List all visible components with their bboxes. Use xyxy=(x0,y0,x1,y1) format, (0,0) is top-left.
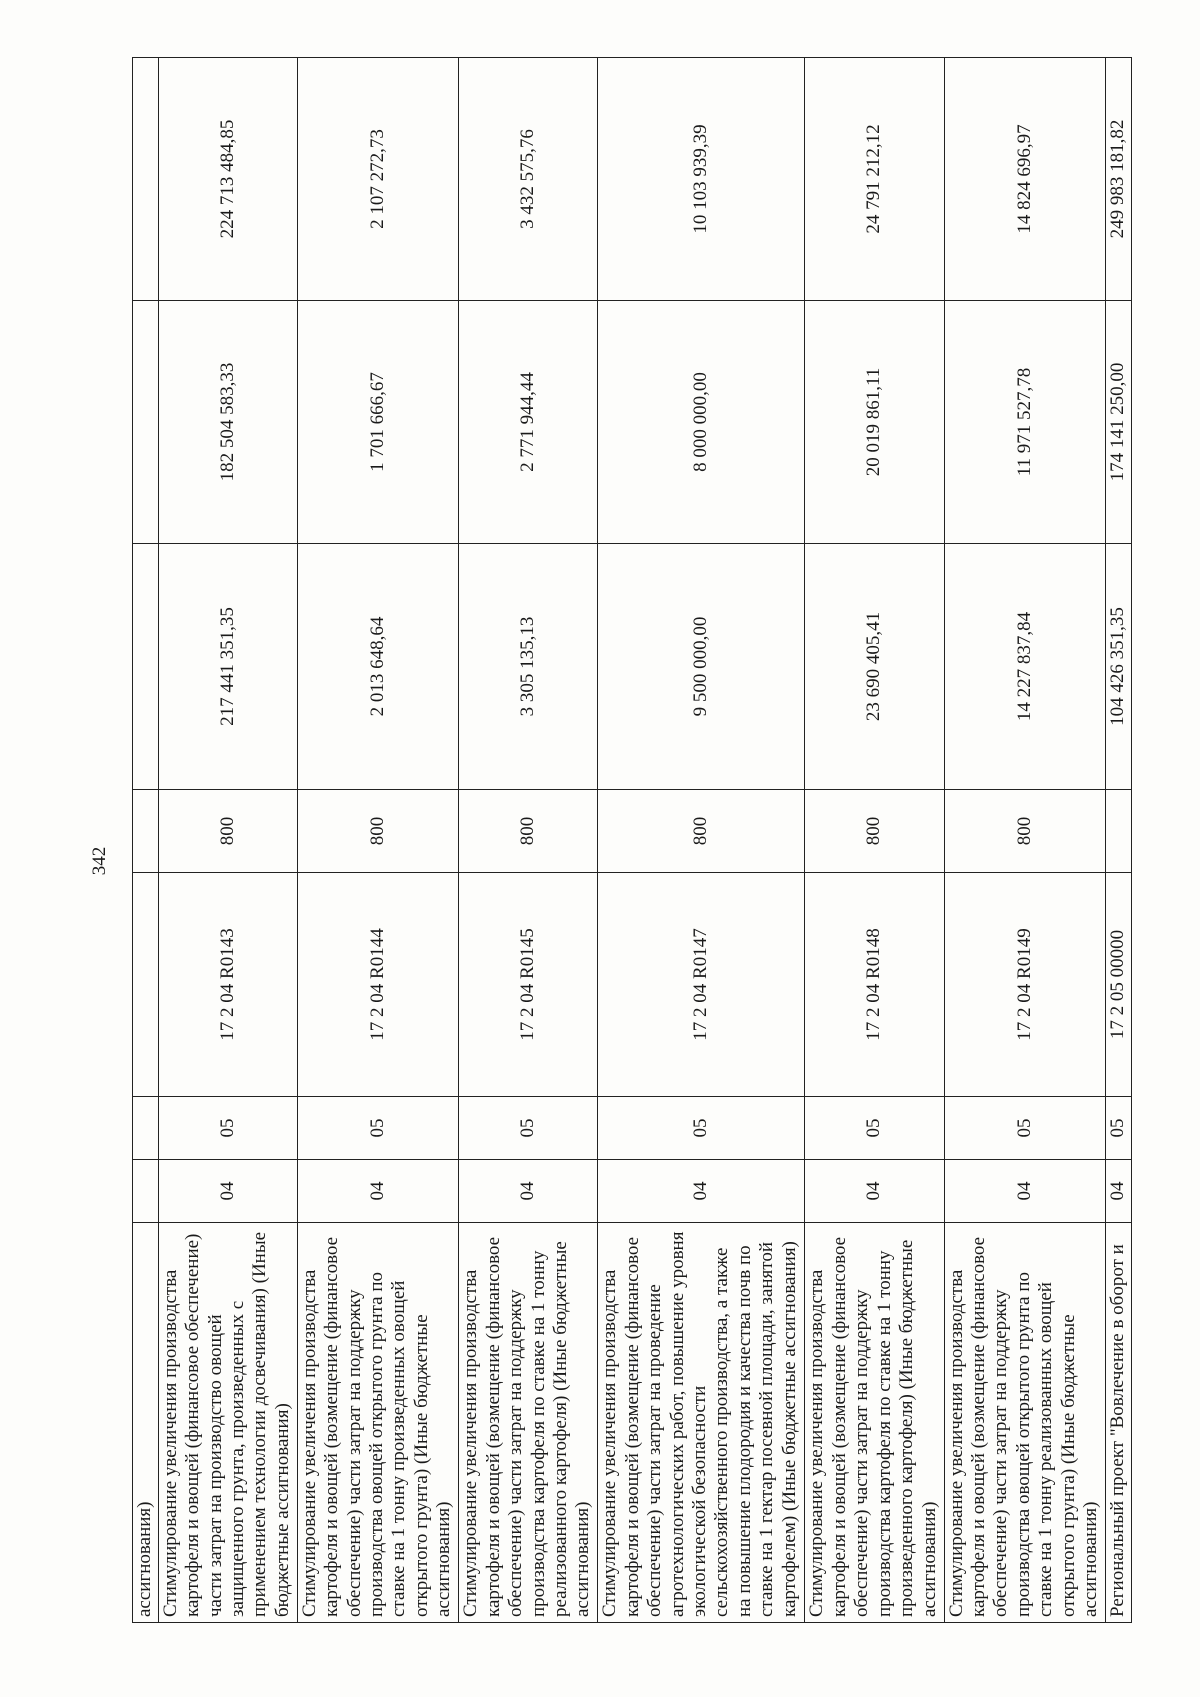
row-amount-1: 9 500 000,00 xyxy=(598,544,805,790)
table-row xyxy=(158,58,297,1623)
row-amount-2: 11 971 527,78 xyxy=(944,301,1106,544)
table-row xyxy=(1106,58,1132,1623)
budget-table xyxy=(132,57,1132,1623)
row-name: Стимулирование увеличения производства картофеля и овощей (возмещение (финансовое обеспечение) части затрат на проведение агротехнологических работ, повышение уровня экологической безопасности сельскохозяйственного производства, а также на повышение плодородия и качества почв по ставке на 1 гектар посевной площади, занятой картофелем) (Иные бюджетные ассигнования) xyxy=(598,1223,805,1623)
row-amount-3: 24 791 212,12 xyxy=(805,58,944,301)
row-subsection: 05 xyxy=(459,1097,598,1160)
row-amount-3: 3 432 575,76 xyxy=(459,58,598,301)
row-amount-3 xyxy=(133,58,159,301)
row-amount-1 xyxy=(133,544,159,790)
row-target-code: 17 2 05 00000 xyxy=(1106,873,1132,1097)
row-subsection: 05 xyxy=(944,1097,1106,1160)
row-subsection: 05 xyxy=(598,1097,805,1160)
row-expense-type: 800 xyxy=(598,790,805,873)
row-name: Региональный проект "Вовлечение в оборот и xyxy=(1106,1223,1132,1623)
table-row xyxy=(459,58,598,1623)
row-amount-2: 174 141 250,00 xyxy=(1106,301,1132,544)
row-amount-1: 23 690 405,41 xyxy=(805,544,944,790)
row-expense-type: 800 xyxy=(944,790,1106,873)
row-amount-2: 20 019 861,11 xyxy=(805,301,944,544)
rotated-table-wrapper xyxy=(132,58,1132,1623)
budget-table-sheet xyxy=(132,58,1132,1623)
row-section: 04 xyxy=(459,1160,598,1223)
row-amount-2: 8 000 000,00 xyxy=(598,301,805,544)
row-expense-type: 800 xyxy=(459,790,598,873)
row-amount-1: 104 426 351,35 xyxy=(1106,544,1132,790)
row-name: ассигнования) xyxy=(133,1223,159,1623)
row-target-code: 17 2 04 R0143 xyxy=(158,873,297,1097)
row-section: 04 xyxy=(944,1160,1106,1223)
row-section: 04 xyxy=(297,1160,459,1223)
row-name: Стимулирование увеличения производства картофеля и овощей (возмещение (финансовое обеспечение) части затрат на поддержку производства картофеля по ставке на 1 тонну произведенного картофеля) (Иные бюджетные ассигнования) xyxy=(805,1223,944,1623)
row-amount-3: 2 107 272,73 xyxy=(297,58,459,301)
row-amount-1: 217 441 351,35 xyxy=(158,544,297,790)
table-row xyxy=(805,58,944,1623)
row-section xyxy=(133,1160,159,1223)
table-row xyxy=(133,58,159,1623)
row-amount-3: 10 103 939,39 xyxy=(598,58,805,301)
row-amount-2: 1 701 666,67 xyxy=(297,301,459,544)
row-subsection: 05 xyxy=(1106,1097,1132,1160)
row-target-code: 17 2 04 R0148 xyxy=(805,873,944,1097)
row-amount-2 xyxy=(133,301,159,544)
row-expense-type: 800 xyxy=(805,790,944,873)
row-expense-type: 800 xyxy=(297,790,459,873)
table-row xyxy=(598,58,805,1623)
row-expense-type xyxy=(1106,790,1132,873)
table-row xyxy=(297,58,459,1623)
row-amount-1: 2 013 648,64 xyxy=(297,544,459,790)
row-target-code: 17 2 04 R0144 xyxy=(297,873,459,1097)
row-target-code xyxy=(133,873,159,1097)
row-amount-3: 14 824 696,97 xyxy=(944,58,1106,301)
row-target-code: 17 2 04 R0145 xyxy=(459,873,598,1097)
row-subsection: 05 xyxy=(297,1097,459,1160)
row-section: 04 xyxy=(598,1160,805,1223)
row-section: 04 xyxy=(158,1160,297,1223)
row-name: Стимулирование увеличения производства картофеля и овощей (возмещение (финансовое обеспечение) части затрат на поддержку производства овощей открытого грунта по ставке на 1 тонну произведенных овощей открытого грунта) (Иные бюджетные ассигнования) xyxy=(297,1223,459,1623)
row-section: 04 xyxy=(1106,1160,1132,1223)
row-amount-1: 14 227 837,84 xyxy=(944,544,1106,790)
row-target-code: 17 2 04 R0149 xyxy=(944,873,1106,1097)
row-amount-1: 3 305 135,13 xyxy=(459,544,598,790)
row-name: Стимулирование увеличения производства картофеля и овощей (возмещение (финансовое обеспечение) части затрат на поддержку производства картофеля по ставке на 1 тонну реализованного картофеля) (Иные бюджетные ассигнования) xyxy=(459,1223,598,1623)
row-amount-3: 249 983 181,82 xyxy=(1106,58,1132,301)
row-amount-2: 182 504 583,33 xyxy=(158,301,297,544)
row-subsection xyxy=(133,1097,159,1160)
row-target-code: 17 2 04 R0147 xyxy=(598,873,805,1097)
row-section: 04 xyxy=(805,1160,944,1223)
table-row xyxy=(944,58,1106,1623)
page-number: 342 xyxy=(89,846,110,876)
row-expense-type: 800 xyxy=(158,790,297,873)
row-subsection: 05 xyxy=(805,1097,944,1160)
row-expense-type xyxy=(133,790,159,873)
row-amount-3: 224 713 484,85 xyxy=(158,58,297,301)
row-amount-2: 2 771 944,44 xyxy=(459,301,598,544)
row-name: Стимулирование увеличения производства картофеля и овощей (финансовое обеспечение) части затрат на производство овощей защищенного грунта, произведенных с применением технологии досвечивания) (Иные бюджетные ассигнования) xyxy=(158,1223,297,1623)
row-name: Стимулирование увеличения производства картофеля и овощей (возмещение (финансовое обеспечение) части затрат на поддержку производства овощей открытого грунта по ставке на 1 тонну реализованных овощей открытого грунта) (Иные бюджетные ассигнования) xyxy=(944,1223,1106,1623)
row-subsection: 05 xyxy=(158,1097,297,1160)
